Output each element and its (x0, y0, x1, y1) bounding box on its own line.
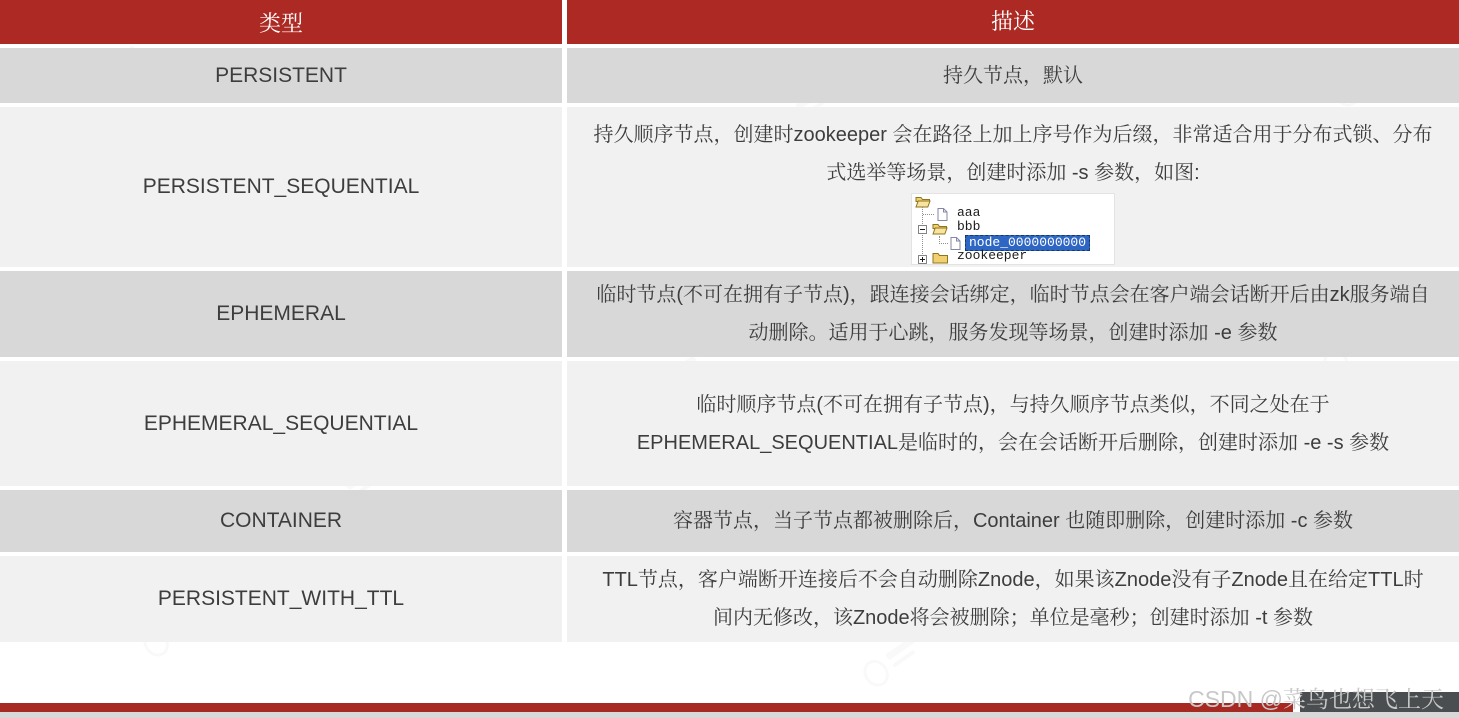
tree-item-label-selected: node_0000000000 (965, 235, 1090, 251)
table-row (0, 556, 1459, 642)
folder-open-icon (915, 195, 931, 212)
csdn-watermark: CSDN @菜鸟也想飞上天 (1188, 686, 1444, 712)
tree-connector (939, 243, 948, 244)
desc-text: 容器节点，当子节点都被删除后，Container 也随即删除，创建时添加 -c 参数 (672, 510, 1354, 532)
tree-item-label: bbb (957, 219, 981, 234)
bottom-red-bar (0, 703, 1293, 712)
type-cell: EPHEMERAL (0, 271, 562, 357)
desc-cell (567, 271, 1459, 357)
plus-expander-icon (918, 254, 927, 268)
desc-cell (567, 490, 1459, 552)
type-cell: CONTAINER (0, 490, 562, 552)
desc-text: 持久节点，默认 (943, 64, 1083, 87)
desc-text: 临时顺序节点(不可在拥有子节点)，与持久顺序节点类似，不同之处在于EPHEMERAL_SEQUENTIAL是临时的，会在会话断开后删除，创建时添加 -e -s 参数 (636, 393, 1390, 454)
table-row (0, 490, 1459, 552)
desc-cell (567, 48, 1459, 103)
type-cell: EPHEMERAL_SEQUENTIAL (0, 361, 562, 486)
table-row (0, 271, 1459, 357)
minus-expander-icon (918, 224, 927, 238)
desc-text: 持久顺序节点，创建时zookeeper 会在路径上加上序号作为后缀，非常适合用于分布式锁、分布式选举等场景，创建时添加 -s 参数，如图: (593, 124, 1433, 184)
table-header-row (0, 0, 1459, 44)
header-type: 类型 (0, 0, 562, 44)
folder-open-icon (932, 222, 948, 239)
desc-cell (567, 107, 1459, 267)
zk-tree-screenshot (911, 193, 1115, 265)
tree-item-label: aaa (957, 205, 981, 220)
type-cell: PERSISTENT_WITH_TTL (0, 556, 562, 642)
table-row (0, 107, 1459, 267)
desc-text: 临时节点(不可在拥有子节点)，跟连接会话绑定，临时节点会在客户端会话断开后由zk服务端自动删除。适用于心跳，服务发现等场景，创建时添加 -e 参数 (596, 284, 1430, 344)
table-row (0, 361, 1459, 486)
table-row (0, 48, 1459, 103)
type-cell: PERSISTENT (0, 48, 562, 103)
desc-text: TTL节点，客户端断开连接后不会自动删除Znode，如果该Znode没有子Znode且在给定TTL时间内无修改，该Znode将会被删除；单位是毫秒；创建时添加 -t 参数 (602, 569, 1424, 629)
desc-cell (567, 361, 1459, 486)
tree-connector (923, 214, 934, 215)
type-cell: PERSISTENT_SEQUENTIAL (0, 107, 562, 267)
folder-closed-icon (932, 251, 948, 268)
tree-item-label: zookeeper (957, 248, 1028, 263)
header-desc: 描述 (567, 0, 1459, 44)
desc-cell (567, 556, 1459, 642)
